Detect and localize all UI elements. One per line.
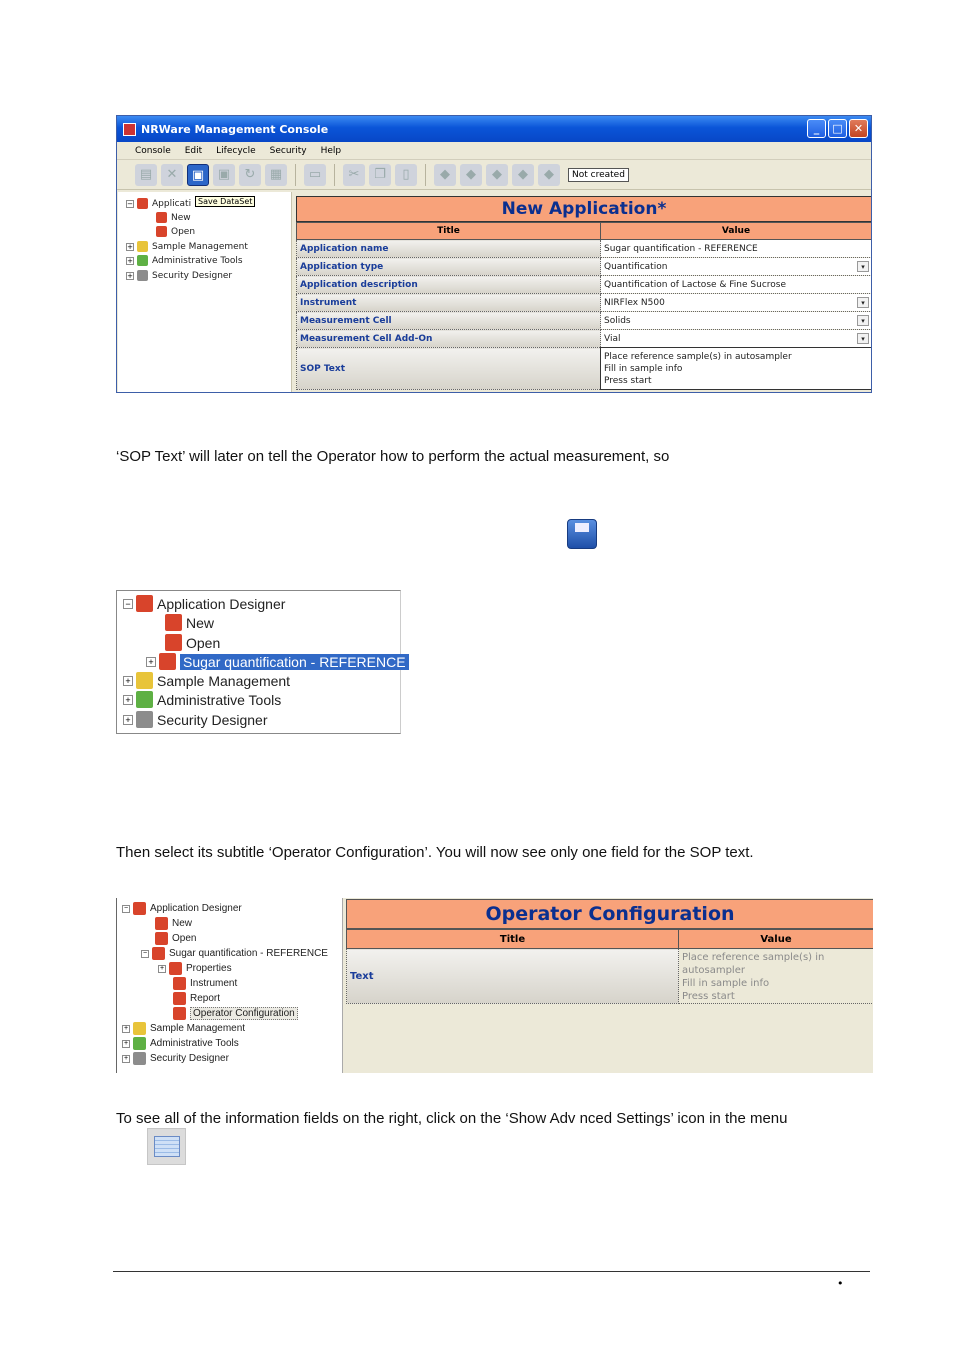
save-dataset-tooltip: Save DataSet (195, 196, 255, 207)
puzzle-red-icon (173, 977, 186, 990)
expand-icon[interactable]: + (146, 657, 156, 667)
row-title: Application name (297, 240, 601, 258)
puzzle-yellow-icon (137, 241, 148, 252)
management-console-window (116, 115, 872, 393)
puzzle-red-icon (165, 634, 182, 651)
row-value-select[interactable]: Solids ▾ (601, 312, 872, 330)
sop-text-value[interactable]: Place reference sample(s) in autosampler Fill in sample info Press start (679, 949, 874, 1004)
tree-item-new[interactable]: New (156, 212, 191, 223)
puzzle-green-icon (137, 255, 148, 266)
tree-item-administrative-tools[interactable]: + Administrative Tools (123, 1038, 239, 1049)
window-titlebar (117, 116, 871, 142)
footer-bullet: • (837, 1277, 844, 1290)
row-title: SOP Text (297, 348, 601, 390)
delete-icon[interactable]: ✕ (161, 164, 183, 186)
refresh-icon[interactable]: ↻ (239, 164, 261, 186)
toolbar-separator (425, 164, 426, 186)
grid-row (297, 348, 872, 390)
menubar (117, 142, 871, 160)
puzzle-red-icon (156, 226, 167, 237)
lifecycle-icon-3[interactable]: ◆ (486, 164, 508, 186)
puzzle-red-icon (155, 932, 168, 945)
tree-item-sample-management[interactable]: + Sample Management (127, 241, 248, 252)
tree-item-open[interactable]: Open (155, 932, 196, 945)
grid-row (297, 240, 872, 258)
close-button[interactable]: ✕ (849, 119, 868, 138)
tree-item-open[interactable]: Open (165, 634, 220, 651)
menu-console[interactable]: Console (135, 145, 171, 156)
puzzle-yellow-icon (136, 672, 153, 689)
tree-item-administrative-tools[interactable]: + Administrative Tools (127, 255, 243, 266)
lifecycle-icon-4[interactable]: ◆ (512, 164, 534, 186)
puzzle-green-icon (133, 1037, 146, 1050)
expand-icon[interactable]: + (123, 1024, 129, 1032)
app-icon (123, 123, 136, 136)
puzzle-green-icon (136, 691, 153, 708)
tree-item-administrative-tools[interactable]: + Administrative Tools (123, 691, 281, 708)
expand-icon[interactable]: + (123, 1039, 129, 1047)
collapse-icon[interactable]: − (142, 949, 148, 957)
tree-item-operator-configuration[interactable]: Operator Configuration (173, 1007, 298, 1020)
puzzle-red-icon (156, 212, 167, 223)
column-header-title: Title (347, 930, 679, 949)
status-field: Not created (568, 168, 629, 182)
tree-item-application-designer[interactable]: − Application Designer (123, 903, 242, 914)
tree-item-security-designer[interactable]: + Security Designer (127, 270, 233, 281)
grid-row (297, 312, 872, 330)
tree-item-instrument[interactable]: Instrument (173, 977, 237, 990)
row-title: Text (347, 949, 679, 1004)
expand-icon[interactable]: + (127, 242, 133, 251)
tree-item-new[interactable]: New (165, 614, 214, 631)
row-title: Measurement Cell Add-On (297, 330, 601, 348)
toolbar (117, 160, 871, 190)
puzzle-gray-icon (133, 1052, 146, 1065)
lifecycle-icon-1[interactable]: ◆ (434, 164, 456, 186)
puzzle-red-icon (169, 962, 182, 975)
dropdown-arrow-icon[interactable]: ▾ (857, 261, 869, 272)
paragraph-sop-text: ‘SOP Text’ will later on tell the Operator how to perform the actual measurement, so (116, 448, 670, 465)
properties-grid (296, 222, 872, 390)
expand-icon[interactable]: + (127, 256, 133, 265)
row-value-select[interactable]: Quantification ▾ (601, 258, 872, 276)
toolbar-separator (334, 164, 335, 186)
tree-item-sample-management[interactable]: + Sample Management (123, 1023, 246, 1034)
tree-item-open[interactable]: Open (156, 226, 195, 237)
puzzle-red-icon (173, 1007, 186, 1020)
row-title: Instrument (297, 294, 601, 312)
menu-edit[interactable]: Edit (184, 145, 203, 156)
row-value-select[interactable]: Vial ▾ (601, 330, 872, 348)
tree-item-sugar-quantification[interactable]: + Sugar quantification - REFERENCE (146, 653, 409, 670)
dropdown-arrow-icon[interactable]: ▾ (857, 315, 869, 326)
menu-security[interactable]: Security (269, 145, 307, 156)
puzzle-red-icon (159, 653, 176, 670)
puzzle-gray-icon (136, 711, 153, 728)
menu-help[interactable]: Help (320, 145, 342, 156)
expand-icon[interactable]: + (123, 1054, 129, 1062)
minimize-button[interactable]: _ (807, 119, 826, 138)
collapse-icon[interactable]: − (123, 904, 129, 912)
tree-item-application-designer[interactable]: − Application Designer (123, 595, 285, 612)
row-value-select[interactable]: NIRFlex N500 ▾ (601, 294, 872, 312)
copy-icon[interactable]: ❐ (369, 164, 391, 186)
tree-item-report[interactable]: Report (173, 992, 220, 1005)
tree-item-new[interactable]: New (155, 917, 192, 930)
sop-text-area[interactable]: Place reference sample(s) in autosampler Fill in sample info Press start (601, 348, 872, 390)
puzzle-red-icon (133, 902, 146, 915)
advanced-settings-icon[interactable]: ▦ (265, 164, 287, 186)
operator-configuration-view (116, 898, 873, 1073)
grid-row (347, 949, 874, 1004)
grid-row (297, 258, 872, 276)
expand-icon[interactable]: + (123, 695, 133, 705)
panel-title: Operator Configuration (346, 899, 873, 929)
puzzle-red-icon (155, 917, 168, 930)
row-title: Application type (297, 258, 601, 276)
paragraph-advanced-settings: To see all of the information fields on the right, click on the ‘Show Adv nced Settings’ icon in the menu (116, 1110, 788, 1127)
tree-item-sample-management[interactable]: + Sample Management (123, 672, 290, 689)
expand-icon[interactable]: + (159, 964, 165, 972)
puzzle-red-icon (173, 992, 186, 1005)
puzzle-red-icon (165, 614, 182, 631)
lifecycle-icon-2[interactable]: ◆ (460, 164, 482, 186)
expand-icon[interactable]: + (123, 715, 133, 725)
tree-item-security-designer[interactable]: + Security Designer (123, 1053, 229, 1064)
tree-item-sugar-quantification[interactable]: − Sugar quantification - REFERENCE (142, 948, 328, 959)
row-title: Measurement Cell (297, 312, 601, 330)
grid-row (297, 330, 872, 348)
grid-row (297, 276, 872, 294)
footer-divider (113, 1271, 870, 1272)
properties-grid (346, 929, 873, 1004)
open-folder-icon[interactable]: ▤ (135, 164, 157, 186)
puzzle-red-icon (136, 595, 153, 612)
paragraph-operator-configuration: Then select its subtitle ‘Operator Configuration’. You will now see only one field for the SOP text. (116, 844, 754, 861)
menu-lifecycle[interactable]: Lifecycle (216, 145, 256, 156)
maximize-button[interactable]: □ (828, 119, 847, 138)
save-icon (567, 519, 597, 549)
toolbar-separator (295, 164, 296, 186)
row-title: Application description (297, 276, 601, 294)
tree-item-application-designer[interactable]: − Applicati (127, 198, 192, 209)
cut-icon[interactable]: ✂ (343, 164, 365, 186)
panel-title: New Application* (296, 196, 872, 222)
show-advanced-settings-icon (147, 1128, 186, 1165)
navigation-tree-expanded (116, 590, 406, 734)
puzzle-red-icon (152, 947, 165, 960)
collapse-icon[interactable]: − (127, 199, 133, 208)
dropdown-arrow-icon[interactable]: ▾ (857, 333, 869, 344)
navigation-tree (117, 898, 343, 1073)
save-dataset-button[interactable]: ▣ (187, 164, 209, 186)
row-value-input[interactable]: Sugar quantification - REFERENCE (601, 240, 872, 258)
tree-item-properties[interactable]: + Properties (159, 963, 232, 974)
column-header-value: Value (679, 930, 874, 949)
puzzle-red-icon (137, 198, 148, 209)
application-panel (296, 196, 872, 393)
grid-row (297, 294, 872, 312)
row-value-input[interactable]: Quantification of Lactose & Fine Sucrose (601, 276, 872, 294)
collapse-icon[interactable]: − (123, 599, 133, 609)
puzzle-yellow-icon (133, 1022, 146, 1035)
column-header-title: Title (297, 223, 601, 240)
puzzle-gray-icon (137, 270, 148, 281)
paste-icon[interactable]: ▯ (395, 164, 417, 186)
operator-configuration-panel (346, 899, 873, 1073)
window-title: NRWare Management Console (141, 122, 329, 136)
expand-icon[interactable]: + (127, 271, 133, 280)
column-header-value: Value (601, 223, 872, 240)
navigation-tree (118, 192, 292, 392)
lifecycle-icon-5[interactable]: ◆ (538, 164, 560, 186)
console-icon[interactable]: ▭ (304, 164, 326, 186)
tree-item-security-designer[interactable]: + Security Designer (123, 711, 268, 728)
expand-icon[interactable]: + (123, 676, 133, 686)
dropdown-arrow-icon[interactable]: ▾ (857, 297, 869, 308)
save-all-icon[interactable]: ▣ (213, 164, 235, 186)
